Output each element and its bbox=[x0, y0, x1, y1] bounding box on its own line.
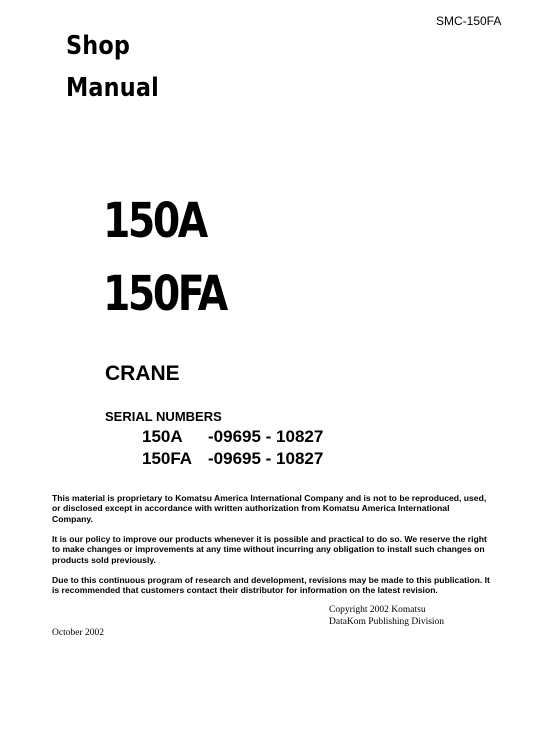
copyright-line: Copyright 2002 Komatsu bbox=[329, 605, 426, 615]
copyright-block bbox=[329, 604, 489, 628]
publication-date: October 2002 bbox=[52, 628, 104, 638]
serial-row bbox=[142, 449, 323, 469]
revision-notice: Due to this continuous program of research and development, revisions may be made to this publication. It is recommended that customers contact their distributor for information on the latest revision. bbox=[52, 575, 490, 596]
title-shop: Shop bbox=[66, 31, 131, 61]
serial-row bbox=[142, 427, 323, 447]
title-manual: Manual bbox=[66, 73, 159, 103]
serial-range: -09695 - 10827 bbox=[208, 449, 324, 468]
serial-model: 150A bbox=[142, 427, 183, 446]
model-150a: 150A bbox=[103, 193, 206, 249]
improvement-policy: It is our policy to improve our products whenever it is possible and practical to do so. We reserve the right to make changes or improvements at any time without incurring any obligation to install such changes on products sold previously. bbox=[52, 534, 487, 565]
publisher-line: DataKom Publishing Division bbox=[329, 617, 445, 627]
serial-range: -09695 - 10827 bbox=[208, 427, 324, 446]
serial-model: 150FA bbox=[142, 449, 193, 468]
proprietary-notice: This material is proprietary to Komatsu America International Company and is not to be reproduced, used, or disclosed except in accordance with written authorization from Komatsu America International Company. bbox=[52, 493, 487, 524]
document-code: SMC-150FA bbox=[436, 14, 502, 28]
model-150fa: 150FA bbox=[103, 266, 226, 322]
serial-numbers-heading: SERIAL NUMBERS bbox=[105, 409, 222, 424]
product-name: CRANE bbox=[105, 362, 180, 385]
